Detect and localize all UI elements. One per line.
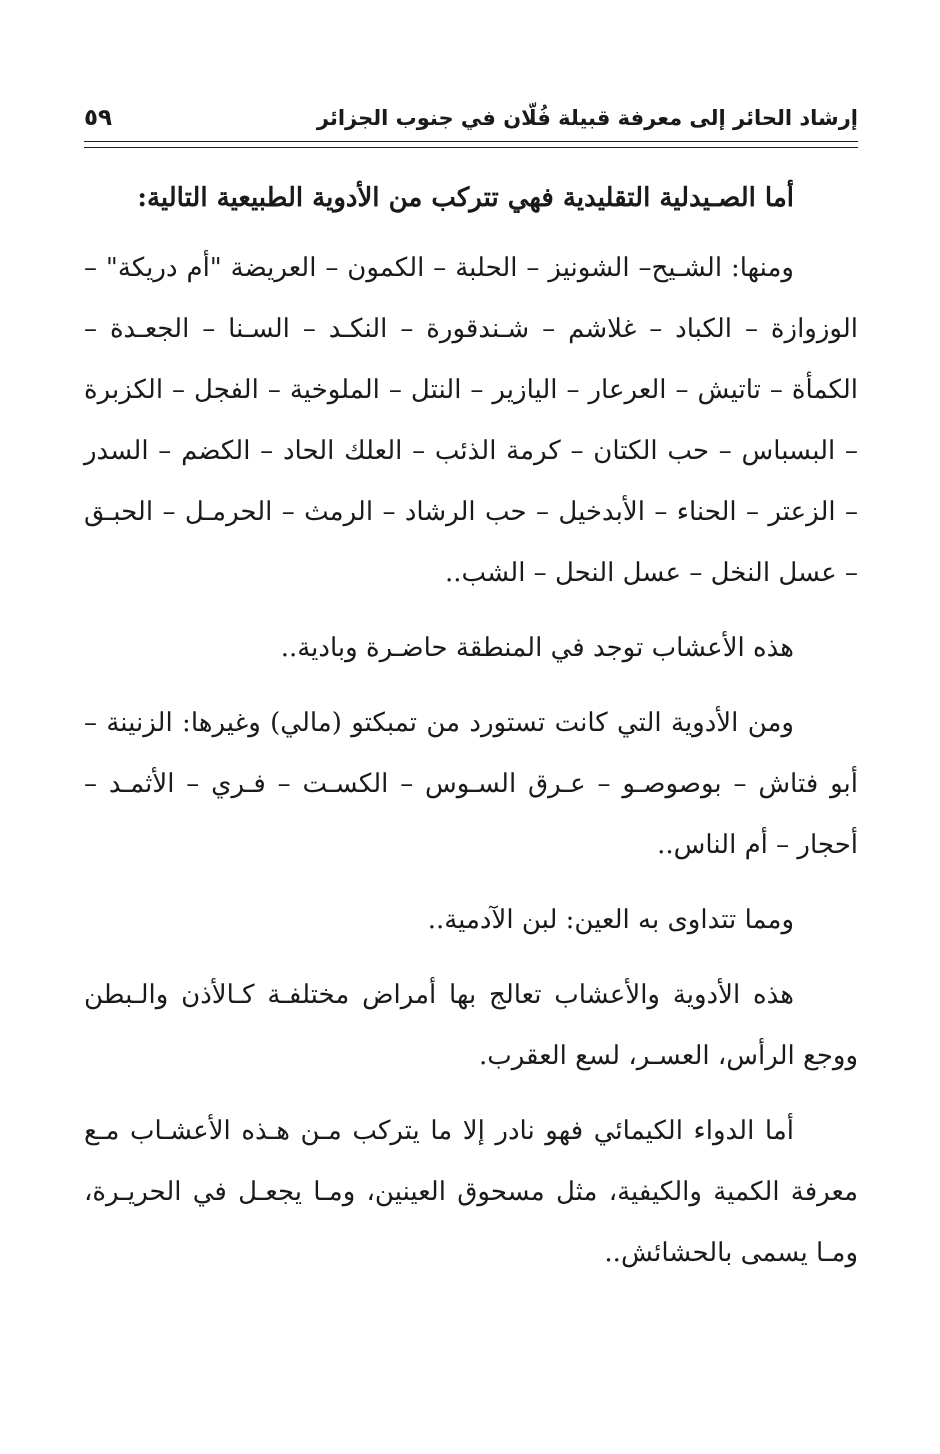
paragraph-eye-remedy: ومما تتداوى به العين: لبن الآدمية.. — [427, 905, 794, 935]
paragraph-herbs-list: ومنها: الشـيح– الشونيز – الحلبة – الكمون – العريضة "أم دريكة" – الوزوازة – الكباد – غلاشم – شـندقورة – النكـد – السـنا – الجعـدة – الكمأة – تاتيش – العرعار – اليازير – النتل – الملوخية – الفجل – الكزبرة – البسباس – حب الكتان – كرمة الذئب – العلك الحاد – الكضم – السدر – الزعتر – الحناء – الأبدخيل – حب الرشاد – الرمث – الحرمـل – الحبـق – عسل النخل – عسل النحل – الشب.. — [84, 253, 858, 588]
page-body — [84, 170, 858, 1298]
page-number: ٥٩ — [84, 105, 113, 131]
header-rule-bottom — [84, 147, 858, 148]
header-rule-top — [84, 141, 858, 142]
section-heading: أما الصـيدلية التقليدية فهي تتركب من الأدوية الطبيعية التالية: — [137, 183, 794, 213]
running-header-title: إرشاد الحائر إلى معرفة قبيلة فُلّان في جنوب الجزائر — [316, 106, 858, 130]
running-header — [84, 98, 858, 138]
paragraph-herbs-location: هذه الأعشاب توجد في المنطقة حاضـرة وبادية.. — [280, 633, 794, 663]
paragraph-treated-ailments: هذه الأدوية والأعشاب تعالج بها أمراض مختلفـة كـالأذن والـبطن ووجع الرأس، العسـر، لسع العقرب. — [84, 980, 858, 1071]
paragraph-chemical-remedies: أما الدواء الكيمائي فهو نادر إلا ما يتركب مـن هـذه الأعشـاب مـع معرفة الكمية والكيفية، مثل مسحوق العينين، ومـا يجعـل في الحريـرة، ومـا يسمى بالحشائش.. — [84, 1116, 858, 1268]
paragraph-imported-remedies: ومن الأدوية التي كانت تستورد من تمبكتو (مالي) وغيرها: الزنينة – أبو فتاش – بوصوصـو – عـرق السـوس – الكسـت – فـري – الأثمـد – أحجار – أم الناس.. — [84, 708, 858, 860]
